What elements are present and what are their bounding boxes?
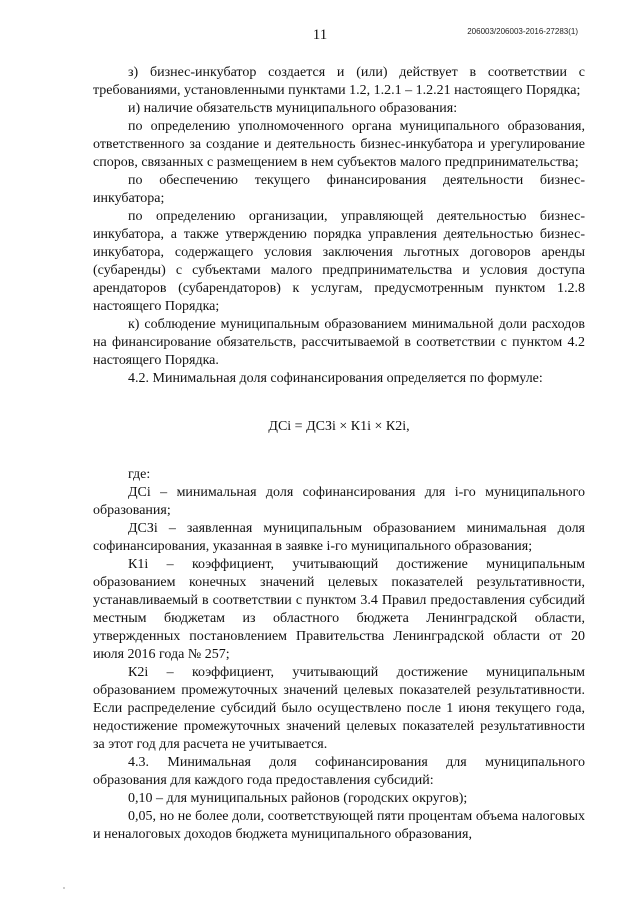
document-code: 206003/206003-2016-27283(1): [467, 27, 578, 36]
formula: ДСi = ДСЗi × К1i × К2i,: [268, 419, 410, 434]
definition: ДСЗi – заявленная муниципальным образованием минимальная доля софинансирования, указанная в заявке i-го муниципального образования;: [93, 521, 585, 554]
paragraph: по обеспечению текущего финансирования деятельности бизнес-инкубатора;: [93, 173, 585, 206]
definition: ДСi – минимальная доля софинансирования для i-го муниципального образования;: [93, 485, 585, 518]
paragraph: з) бизнес-инкубатор создается и (или) действует в соответствии с требованиями, установленными пунктами 1.2, 1.2.1 – 1.2.21 настоящего Порядка;: [93, 65, 585, 98]
paragraph: к) соблюдение муниципальным образованием минимальной доли расходов на финансирование обязательств, рассчитываемой в соответствии с пунктом 4.2 настоящего Порядка.: [93, 317, 585, 368]
where-label: где:: [128, 467, 151, 482]
paragraph: по определению организации, управляющей деятельностью бизнес-инкубатора, а также утверждению порядка управления деятельностью бизнес-инкубатора, содержащего условия заключения льготных договоров аренды (субаренды) с субъектами малого предпринимательства и условия доступа арендаторов (субарендаторов) к услугам, предусмотренным пунктом 1.2.8 настоящего Порядка;: [93, 209, 585, 314]
paragraph: 4.2. Минимальная доля софинансирования определяется по формуле:: [128, 371, 543, 386]
paragraph: и) наличие обязательств муниципального образования:: [128, 101, 458, 116]
definition: К1i – коэффициент, учитывающий достижение муниципальным образованием конечных значений целевых показателей результативности, устанавливаемый в соответствии с пунктом 3.4 Правил предоставления субсидий местным бюджетам из областного бюджета Ленинградской области, утвержденных постановлением Правительства Ленинградской области от 20 июля 2016 года № 257;: [93, 557, 585, 662]
paragraph: 4.3. Минимальная доля софинансирования для муниципального образования для каждого года предоставления субсидий:: [93, 755, 585, 788]
paragraph: по определению уполномоченного органа муниципального образования, ответственного за создание и деятельность бизнес-инкубатора и урегулирование споров, связанных с размещением в нем субъектов малого предпринимательства;: [93, 119, 585, 170]
document-body: [93, 64, 585, 844]
definition: К2i – коэффициент, учитывающий достижение муниципальным образованием промежуточных значений целевых показателей результативности. Если распределение субсидий было осуществлено после 1 июня текущего года, недостижение промежуточных значений целевых показателей результативности за этот год для расчета не учитывается.: [93, 665, 585, 752]
page-number: 11: [312, 27, 328, 43]
paragraph: 0,05, но не более доли, соответствующей пяти процентам объема налоговых и неналоговых доходов бюджета муниципального образования,: [93, 809, 585, 842]
scan-speck: [63, 887, 65, 889]
paragraph: 0,10 – для муниципальных районов (городских округов);: [128, 791, 468, 806]
